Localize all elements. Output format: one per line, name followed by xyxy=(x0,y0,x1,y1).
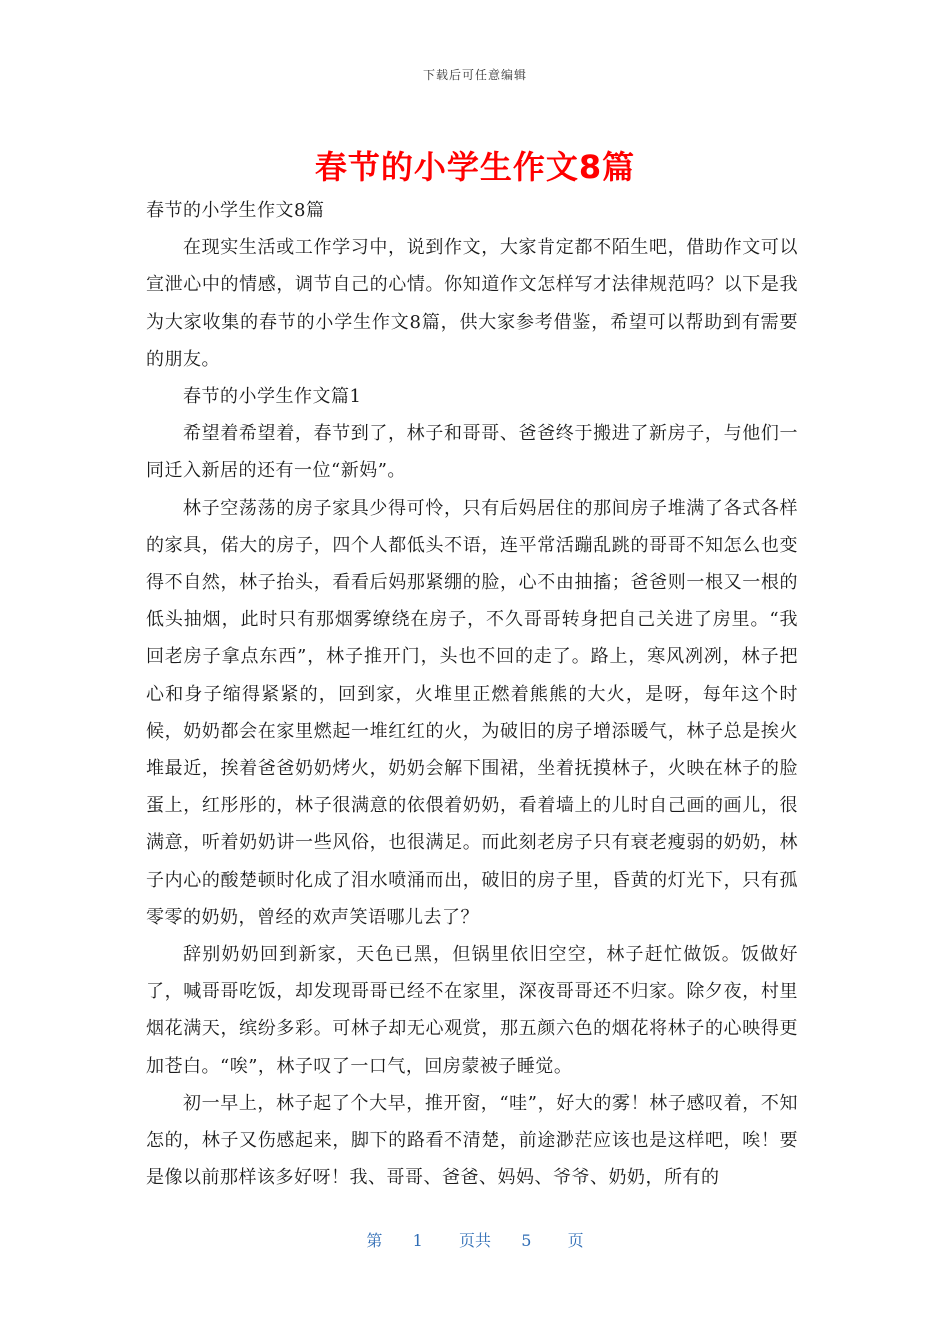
subtitle-line: 春节的小学生作文8篇 xyxy=(146,200,325,221)
page-footer xyxy=(0,1228,950,1251)
document-title: 春节的小学生作文8篇 xyxy=(314,148,636,186)
section-heading: 春节的小学生作文篇1 xyxy=(183,386,362,408)
page-label-prefix: 第 xyxy=(366,1231,383,1250)
total-pages: 5 xyxy=(521,1231,532,1250)
body-paragraph: 辞别奶奶回到新家，天色已黑，但锅里依旧空空，林子赶忙做饭。饭做好了，喊哥哥吃饭，却发现哥哥已经不在家里，深夜哥哥还不归家。除夕夜，村里烟花满天，缤纷多彩。可林子却无心观赏，那五颜六色的烟花将林子的心映得更加苍白。“唉”，林子叹了一口气，回房蒙被子睡觉。 xyxy=(146,944,798,1077)
page-number: 1 xyxy=(412,1231,423,1250)
document-body xyxy=(146,192,798,1196)
page-label-suffix: 页 xyxy=(567,1231,584,1250)
page-label-middle: 页共 xyxy=(458,1231,491,1250)
body-paragraph: 林子空荡荡的房子家具少得可怜，只有后妈居住的那间房子堆满了各式各样的家具，偌大的房子，四个人都低头不语，连平常活蹦乱跳的哥哥不知怎么也变得不自然，林子抬头，看看后妈那紧绷的脸，心不由抽搐；爸爸则一根又一根的低头抽烟，此时只有那烟雾缭绕在房子，不久哥哥转身把自己关进了房里。“我回老房子拿点东西”，林子推开门，头也不回的走了。路上，寒风冽冽，林子把心和身子缩得紧紧的，回到家，火堆里正燃着熊熊的大火，是呀，每年这个时候，奶奶都会在家里燃起一堆红红的火，为破旧的房子增添暖气，林子总是挨火堆最近，挨着爸爸奶奶烤火，奶奶会解下围裙，坐着抚摸林子，火映在林子的脸蛋上，红彤彤的，林子很满意的依偎着奶奶，看着墙上的儿时自己画的画儿，很满意，听着奶奶讲一些风俗，也很满足。而此刻老房子只有衰老瘦弱的奶奶，林子内心的酸楚顿时化成了泪水喷涌而出，破旧的房子里，昏黄的灯光下，只有孤零零的奶奶，曾经的欢声笑语哪儿去了？ xyxy=(146,497,798,928)
intro-paragraph: 在现实生活或工作学习中，说到作文，大家肯定都不陌生吧，借助作文可以宣泄心中的情感，调节自己的心情。你知道作文怎样写才法律规范吗？以下是我为大家收集的春节的小学生作文8篇，供大家参考借鉴，希望可以帮助到有需要的朋友。 xyxy=(146,237,798,370)
body-paragraph: 希望着希望着，春节到了，林子和哥哥、爸爸终于搬进了新房子，与他们一同迁入新居的还有一位“新妈”。 xyxy=(146,423,798,482)
body-paragraph: 初一早上，林子起了个大早，推开窗，“哇”，好大的雾！林子感叹着，不知怎的，林子又伤感起来，脚下的路看不清楚，前途渺茫应该也是这样吧，唉！要是像以前那样该多好呀！我、哥哥、爸爸、妈妈、爷爷、奶奶，所有的 xyxy=(146,1092,798,1189)
header-note: 下载后可任意编辑 xyxy=(422,68,527,82)
